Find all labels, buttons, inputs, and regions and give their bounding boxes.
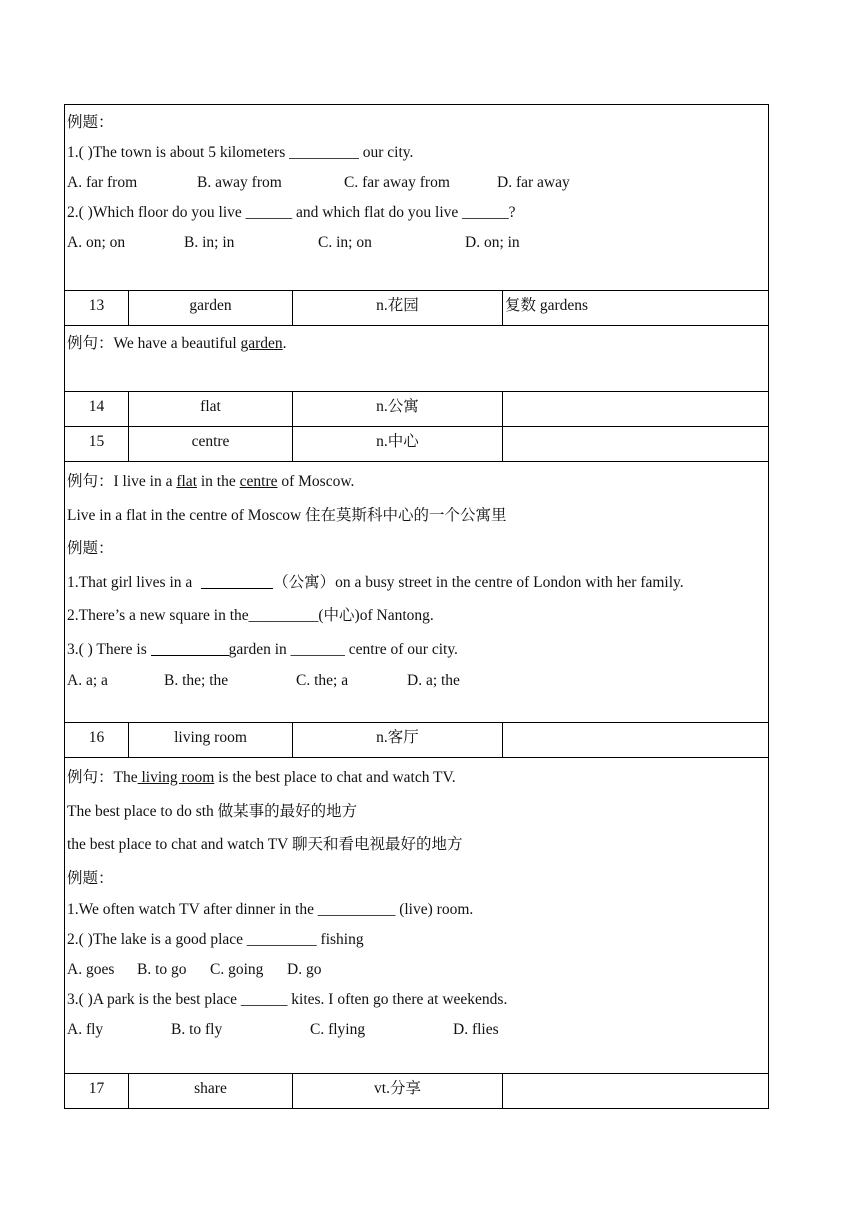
option-c[interactable]: C. the; a — [296, 672, 349, 689]
question-text: 2.There’s a new square in the — [67, 607, 249, 624]
question-1 — [67, 138, 768, 168]
answer-blank[interactable]: ______ — [245, 204, 293, 221]
sentence-text: 例句：The — [67, 769, 138, 786]
word-entry: garden — [129, 291, 293, 326]
question-text: (中心)of Nantong. — [318, 607, 434, 624]
answer-blank[interactable]: ______ — [462, 204, 509, 221]
key-word: garden — [240, 335, 283, 352]
sentence-text: of Moscow. — [277, 473, 355, 490]
vocabulary-table — [64, 104, 769, 1109]
question-1 — [67, 895, 768, 925]
sentence-text: 例句：We have a beautiful — [67, 335, 241, 352]
key-word: flat — [176, 473, 197, 490]
answer-blank[interactable] — [201, 572, 273, 589]
word-meaning: vt.分享 — [293, 1074, 503, 1109]
option-c[interactable]: C. in; on — [318, 234, 372, 251]
word-row-17 — [65, 1074, 769, 1109]
question-2-options — [67, 955, 768, 985]
sentence-text: in the — [197, 473, 240, 490]
vocabulary-worksheet — [64, 104, 768, 1109]
sentence-text: 例句：I live in a — [67, 473, 177, 490]
phrase-note: Live in a flat in the centre of Moscow 住在莫斯科中心的一个公寓里 — [67, 506, 507, 524]
option-d[interactable]: D. a; the — [407, 672, 460, 689]
answer-blank[interactable]: _______ — [290, 640, 345, 658]
answer-blank[interactable]: _________ — [289, 144, 359, 161]
option-c[interactable]: C. going — [210, 961, 264, 978]
question-3 — [67, 633, 768, 667]
question-text: （公寓）on a busy street in the centre of London with her family. — [273, 573, 684, 591]
question-text: 3.( )A park is the best place — [67, 991, 241, 1008]
example-block-2 — [65, 326, 769, 392]
word-row-15 — [65, 427, 769, 462]
example-sentence — [67, 465, 768, 499]
question-text: our city. — [358, 144, 414, 161]
question-text: and which flat do you live — [292, 204, 463, 221]
option-d[interactable]: D. flies — [453, 1021, 499, 1038]
word-number: 17 — [65, 1074, 129, 1109]
question-text: 1.We often watch TV after dinner in the — [67, 901, 318, 918]
word-note — [503, 427, 769, 462]
word-number: 16 — [65, 723, 129, 758]
option-a[interactable]: A. goes — [67, 961, 115, 978]
example-block-3 — [65, 462, 769, 723]
exercise-label: 例题： — [67, 114, 114, 131]
answer-blank[interactable]: ______ — [240, 991, 288, 1008]
question-text: (live) room. — [395, 901, 474, 918]
word-entry: living room — [129, 723, 293, 758]
word-entry: centre — [129, 427, 293, 462]
question-text: garden in — [228, 640, 291, 658]
option-c[interactable]: C. flying — [310, 1021, 366, 1038]
word-row-14 — [65, 392, 769, 427]
answer-blank[interactable] — [151, 639, 229, 656]
question-text: 3.( ) There is — [67, 640, 151, 658]
word-number: 15 — [65, 427, 129, 462]
option-c[interactable]: C. far away from — [344, 174, 450, 191]
word-entry: flat — [129, 392, 293, 427]
answer-blank[interactable]: _________ — [246, 931, 317, 948]
question-text: 1.( )The town is about 5 kilometers — [67, 144, 290, 161]
option-a[interactable]: A. on; on — [67, 234, 126, 251]
option-b[interactable]: B. to go — [137, 961, 187, 978]
answer-blank[interactable]: __________ — [317, 901, 396, 918]
option-d[interactable]: D. far away — [497, 174, 570, 191]
option-b[interactable]: B. away from — [197, 174, 282, 191]
word-meaning: n.花园 — [293, 291, 503, 326]
question-2 — [67, 925, 768, 955]
word-row-16 — [65, 723, 769, 758]
question-1-options — [67, 168, 768, 198]
key-word: centre — [239, 473, 278, 490]
word-meaning: n.客厅 — [293, 723, 503, 758]
question-3-options — [67, 1015, 768, 1045]
example-sentence — [67, 761, 768, 795]
example-block-4 — [65, 758, 769, 1074]
word-note: 复数 gardens — [503, 291, 769, 326]
word-entry: share — [129, 1074, 293, 1109]
option-b[interactable]: B. the; the — [164, 672, 229, 689]
word-meaning: n.中心 — [293, 427, 503, 462]
exercise-label: 例题： — [67, 869, 114, 887]
question-2-options — [67, 228, 768, 258]
phrase-note: The best place to do sth 做某事的最好的地方 — [67, 802, 358, 820]
question-3-options — [67, 666, 768, 696]
exercise-label: 例题： — [67, 540, 114, 557]
option-b[interactable]: B. to fly — [171, 1021, 223, 1038]
question-text: fishing — [316, 931, 364, 948]
option-a[interactable]: A. far from — [67, 174, 138, 191]
option-a[interactable]: A. fly — [67, 1021, 104, 1038]
question-text: 2.( )Which floor do you live — [67, 204, 246, 221]
sentence-text: . — [282, 335, 287, 352]
word-meaning: n.公寓 — [293, 392, 503, 427]
word-number: 13 — [65, 291, 129, 326]
question-2 — [67, 198, 768, 228]
question-1 — [67, 566, 768, 600]
question-2 — [67, 599, 768, 633]
phrase-note: the best place to chat and watch TV 聊天和看电视最好的地方 — [67, 836, 463, 853]
word-row-13 — [65, 291, 769, 326]
sentence-text: is the best place to chat and watch TV. — [214, 769, 456, 786]
question-3 — [67, 985, 768, 1015]
question-text: ? — [508, 204, 516, 221]
option-d[interactable]: D. on; in — [465, 234, 520, 251]
question-text: kites. I often go there at weekends. — [287, 991, 508, 1008]
answer-blank[interactable]: _________ — [248, 607, 319, 624]
option-d[interactable]: D. go — [287, 961, 322, 978]
option-a[interactable]: A. a; a — [67, 672, 108, 689]
example-sentence — [67, 329, 768, 359]
question-text: 1.That girl lives in a — [67, 573, 197, 591]
word-note — [503, 723, 769, 758]
option-b[interactable]: B. in; in — [184, 234, 235, 251]
word-note — [503, 1074, 769, 1109]
question-text: centre of our city. — [344, 640, 458, 658]
key-word: living room — [137, 769, 215, 786]
word-note — [503, 392, 769, 427]
word-number: 14 — [65, 392, 129, 427]
example-block-1 — [65, 105, 769, 291]
question-text: 2.( )The lake is a good place — [67, 931, 247, 948]
